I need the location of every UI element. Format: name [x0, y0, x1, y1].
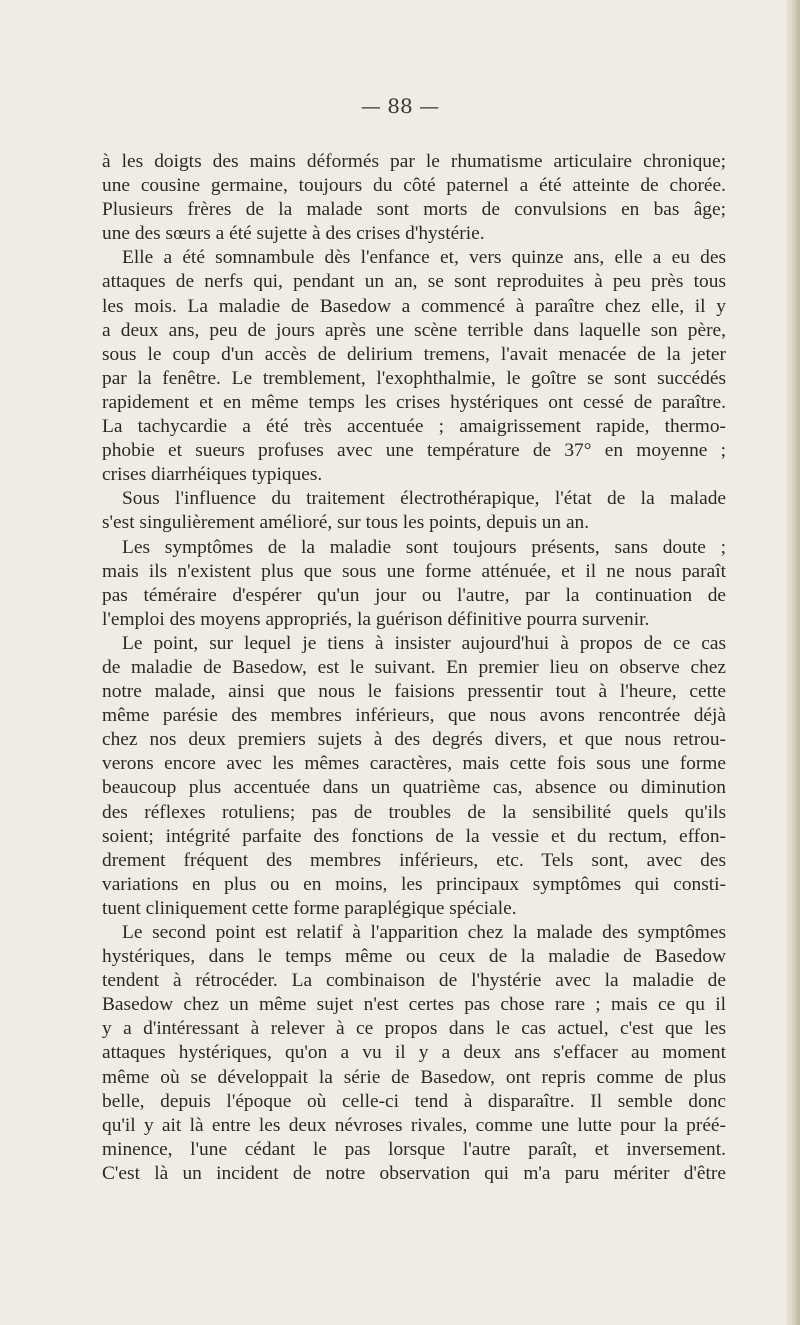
text-line: phobie et sueurs profuses avec une température de 37° en moyenne ; [102, 440, 726, 462]
text-line: Les symptômes de la maladie sont toujours présents, sans doute ; [122, 536, 726, 558]
text-line: belle, depuis l'époque où celle-ci tend à disparaître. Il semble donc [102, 1090, 726, 1112]
text-line: des réflexes rotuliens; pas de troubles de la sensibilité quels qu'ils [102, 801, 726, 823]
text-line: variations en plus ou en moins, les principaux symptômes qui consti- [102, 873, 726, 895]
text-line: C'est là un incident de notre observation qui m'a paru mériter d'être [102, 1162, 726, 1184]
text-line: verons encore avec les mêmes caractères, mais cette fois sous une forme [102, 753, 726, 775]
text-line: tuent cliniquement cette forme paraplégique spéciale. [102, 897, 517, 919]
text-line: une cousine germaine, toujours du côté paternel a été atteinte de chorée. [102, 175, 726, 197]
text-line: par la fenêtre. Le tremblement, l'exophthalmie, le goître se sont succédés [102, 367, 726, 389]
text-line: beaucoup plus accentuée dans un quatrième cas, absence ou diminution [102, 777, 726, 799]
text-line: une des sœurs a été sujette à des crises d'hystérie. [102, 223, 485, 245]
text-line: drement fréquent des membres inférieurs, etc. Tels sont, avec des [102, 849, 726, 871]
text-line: l'emploi des moyens appropriés, la guérison définitive pourra survenir. [102, 608, 650, 630]
text-line: attaques hystériques, qu'on a vu il y a deux ans s'effacer au moment [102, 1042, 726, 1064]
text-line: rapidement et en même temps les crises hystériques ont cessé de paraître. [102, 391, 726, 413]
text-line: minence, l'une cédant le pas lorsque l'autre paraît, et inversement. [102, 1138, 726, 1160]
text-line: pas téméraire d'espérer qu'un jour ou l'autre, par la continuation de [102, 584, 726, 606]
text-line: attaques de nerfs qui, pendant un an, se sont reproduites à peu près tous [102, 271, 726, 293]
text-line: Elle a été somnambule dès l'enfance et, vers quinze ans, elle a eu des [122, 247, 726, 269]
text-line: La tachycardie a été très accentuée ; amaigrissement rapide, thermo- [102, 416, 726, 438]
text-line: de maladie de Basedow, est le suivant. En premier lieu on observe chez [102, 656, 726, 678]
text-line: crises diarrhéiques typiques. [102, 464, 323, 486]
text-line: soient; intégrité parfaite des fonctions de la vessie et du rectum, effon- [102, 825, 726, 847]
text-line: mais ils n'existent plus que sous une forme atténuée, et il ne nous paraît [102, 560, 726, 582]
text-line: Sous l'influence du traitement électrothérapique, l'état de la malade [122, 488, 726, 510]
text-line: les mois. La maladie de Basedow a commencé à paraître chez elle, il y [102, 295, 726, 317]
text-line: Le point, sur lequel je tiens à insister aujourd'hui à propos de ce cas [122, 632, 726, 654]
text-line: qu'il y ait là entre les deux névroses rivales, comme une lutte pour la préé- [102, 1114, 726, 1136]
text-line: à les doigts des mains déformés par le rhumatisme articulaire chronique; [102, 151, 726, 172]
page-number: — 88 — [360, 94, 440, 118]
text-line: s'est singulièrement amélioré, sur tous les points, depuis un an. [102, 512, 590, 534]
text-line: a deux ans, peu de jours après une scène terrible dans laquelle son père, [102, 319, 726, 341]
text-line: Basedow chez un même sujet n'est certes pas chose rare ; mais ce qu il [102, 994, 726, 1016]
text-line: notre malade, ainsi que nous le faisions pressentir tout à l'heure, cette [102, 681, 726, 703]
text-line: sous le coup d'un accès de delirium tremens, l'avait menacée de la jeter [102, 343, 726, 365]
text-line: même parésie des membres inférieurs, que nous avons rencontrée déjà [102, 705, 726, 727]
text-line: Le second point est relatif à l'apparition chez la malade des symptômes [122, 922, 726, 943]
text-line: chez nos deux premiers sujets à des degrés divers, et que nous retrou- [102, 729, 726, 751]
page-edge-shadow [786, 0, 800, 1325]
text-line: y a d'intéressant à relever à ce propos dans le cas actuel, c'est que les [102, 1018, 726, 1040]
body-text [102, 150, 726, 1186]
text-line: hystériques, dans le temps même ou ceux de la maladie de Basedow [102, 946, 726, 968]
text-line: Plusieurs frères de la malade sont morts de convulsions en bas âge; [102, 199, 726, 221]
text-line: même où se développait la série de Basedow, ont repris comme de plus [102, 1066, 726, 1088]
text-line: tendent à rétrocéder. La combinaison de l'hystérie avec la maladie de [102, 970, 726, 992]
